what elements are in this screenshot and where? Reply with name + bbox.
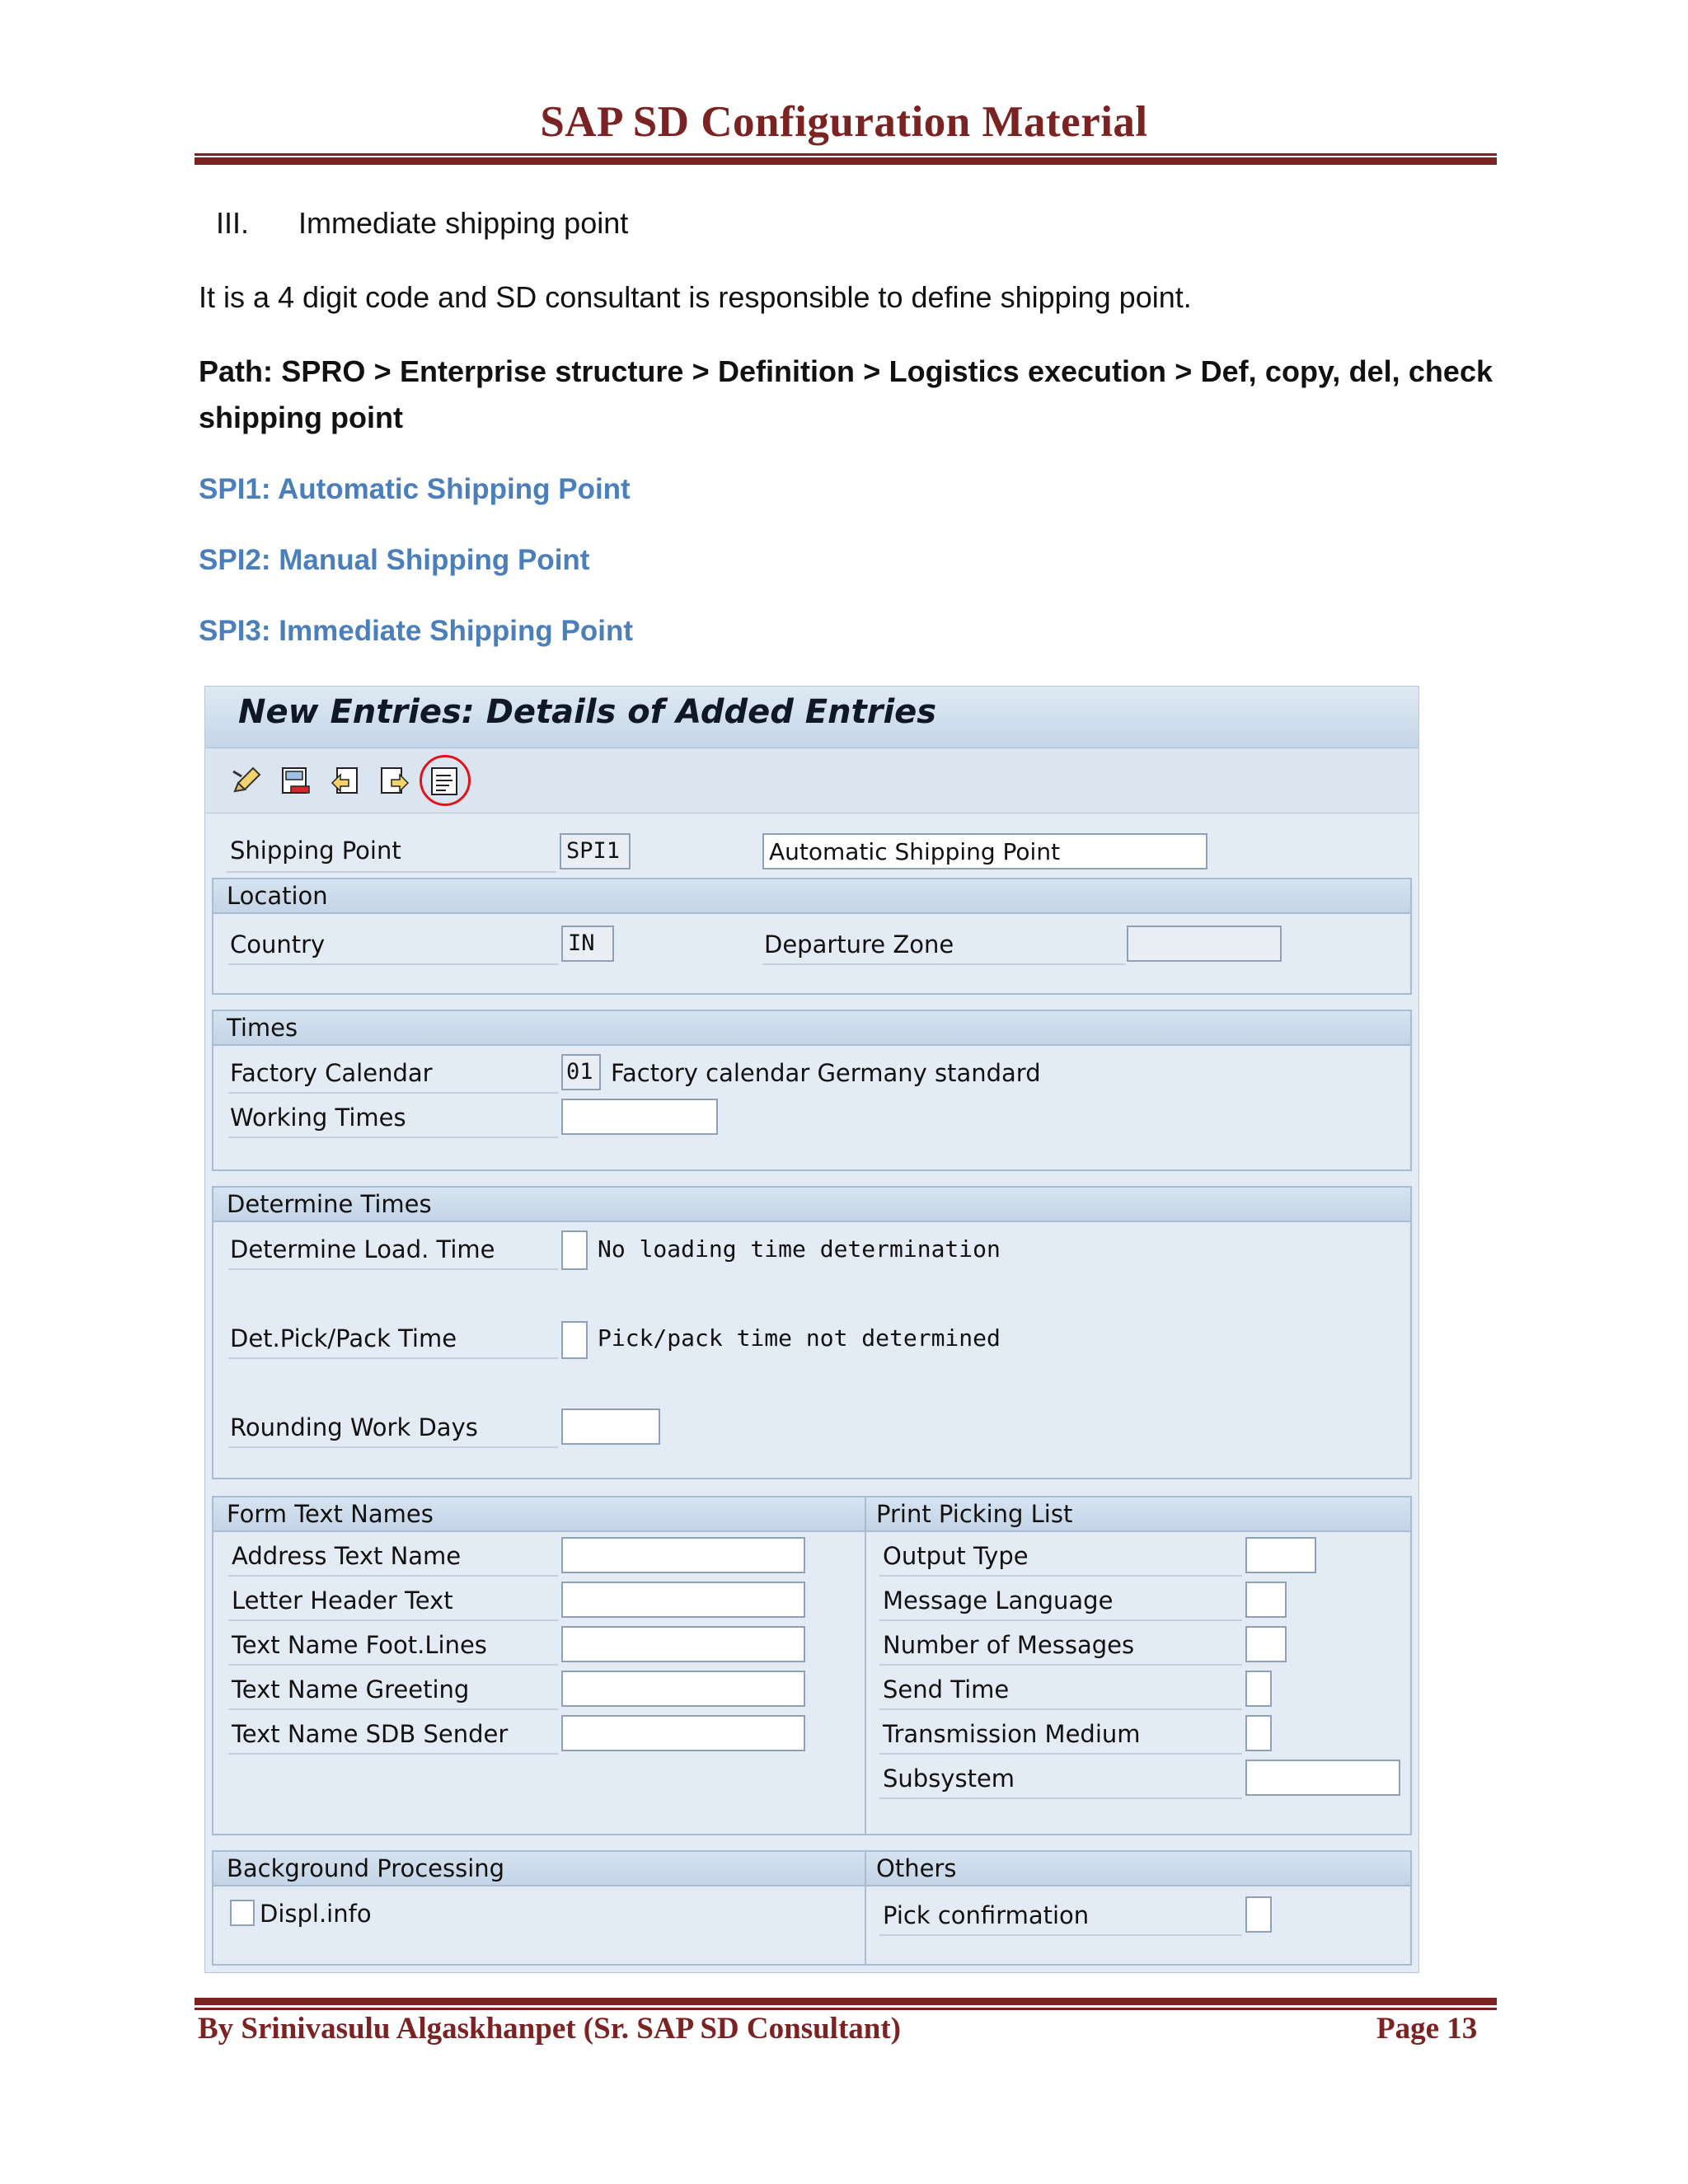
address-text-underline [228,1575,558,1577]
times-group-header [213,1011,1410,1046]
text-name-foot-lines-input[interactable] [561,1626,805,1662]
shipping-point-label: Shipping Point [230,837,401,865]
section-title: Immediate shipping point [298,206,629,240]
message-language-input[interactable] [1245,1582,1287,1618]
sap-title-bar [205,687,1418,748]
factory-calendar-label: Factory Calendar [230,1059,433,1087]
departure-zone-input[interactable] [1127,926,1282,962]
background-others-group-header [213,1852,1410,1886]
det-pick-pack-time-input[interactable] [561,1321,588,1359]
rounding-underline [228,1446,558,1448]
load-time-description: No loading time determination [598,1235,1001,1263]
group-divider [865,1497,866,1834]
group-divider-2 [865,1852,866,1964]
edit-icon[interactable] [230,765,263,798]
example-spi2: SPI2: Manual Shipping Point [199,544,590,576]
rounding-work-days-label: Rounding Work Days [230,1413,478,1441]
subsystem-underline [879,1797,1242,1799]
det-pick-pack-time-label: Det.Pick/Pack Time [230,1324,457,1352]
load-time-underline [228,1268,558,1270]
highlight-circle [420,755,471,806]
transmission-medium-underline [879,1753,1242,1755]
factory-calendar-description: Factory calendar Germany standard [611,1059,1041,1087]
footer-rule-thin [195,2008,1497,2010]
background-processing-header: Background Processing [227,1854,505,1882]
working-times-label: Working Times [230,1104,406,1132]
text-name-sdb-sender-input[interactable] [561,1715,805,1751]
number-of-messages-underline [879,1664,1242,1666]
foot-lines-underline [228,1664,558,1666]
footer-page-number: Page 13 [1376,2012,1478,2046]
description-paragraph: It is a 4 digit code and SD consultant is responsible to define shipping point. [199,280,1192,314]
header-rule-thin [195,153,1497,156]
background-others-group [212,1850,1412,1966]
example-spi1: SPI1: Automatic Shipping Point [199,473,631,505]
save-delete-icon[interactable] [279,765,312,798]
determine-load-time-label: Determine Load. Time [230,1235,495,1263]
sap-toolbar [205,748,1418,813]
address-text-name-input[interactable] [561,1537,805,1573]
pick-confirmation-input[interactable] [1245,1896,1272,1933]
others-header: Others [876,1854,957,1882]
greeting-underline [228,1708,558,1710]
sap-screen [204,686,1419,1973]
departure-zone-label: Departure Zone [764,930,954,958]
text-name-greeting-label: Text Name Greeting [232,1675,470,1704]
next-entry-icon[interactable] [378,765,411,798]
shipping-point-description-input[interactable]: Automatic Shipping Point [762,833,1207,869]
shipping-point-input[interactable]: SPI1 [560,833,631,869]
sap-window-title: New Entries: Details of Added Entries [238,693,937,731]
letter-header-underline [228,1619,558,1621]
location-group [212,878,1412,995]
pick-pack-underline [228,1357,558,1359]
text-name-greeting-input[interactable] [561,1671,805,1707]
factory-calendar-input[interactable]: 01 [561,1054,601,1090]
form-text-names-header: Form Text Names [227,1500,434,1528]
previous-entry-icon[interactable] [329,765,362,798]
times-group [212,1010,1412,1171]
number-of-messages-input[interactable] [1245,1626,1287,1662]
print-picking-list-header: Print Picking List [876,1500,1073,1528]
document-title: SAP SD Configuration Material [540,98,1148,146]
rounding-work-days-input[interactable] [561,1408,660,1445]
working-times-underline [228,1137,558,1138]
shipping-point-underline [227,871,556,873]
displ-info-label: Displ.info [260,1900,372,1928]
subsystem-input[interactable] [1245,1760,1400,1796]
departure-zone-underline [762,963,1125,965]
pick-pack-description: Pick/pack time not determined [598,1324,1001,1352]
sdb-sender-underline [228,1753,558,1755]
country-underline [228,963,558,965]
send-time-input[interactable] [1245,1671,1272,1707]
header-rule-thick [195,157,1497,165]
factory-calendar-underline [228,1092,558,1094]
path-line-2: shipping point [199,401,403,434]
determine-load-time-input[interactable] [561,1230,588,1270]
send-time-underline [879,1708,1242,1710]
example-spi3: SPI3: Immediate Shipping Point [199,615,633,647]
text-name-foot-lines-label: Text Name Foot.Lines [232,1631,487,1659]
text-name-sdb-sender-label: Text Name SDB Sender [232,1720,509,1748]
section-number: III. [216,206,250,240]
footer-rule-thick [195,1998,1497,2005]
address-text-name-label: Address Text Name [232,1542,462,1570]
pick-confirmation-label: Pick confirmation [883,1901,1090,1929]
subsystem-label: Subsystem [883,1765,1015,1793]
pick-confirmation-underline [879,1934,1242,1936]
message-language-underline [879,1619,1242,1621]
times-header: Times [227,1014,298,1042]
country-input[interactable]: IN [561,926,614,962]
forms-print-group [212,1496,1412,1835]
letter-header-text-input[interactable] [561,1582,805,1618]
location-group-header [213,879,1410,914]
location-header: Location [227,882,328,910]
output-type-underline [879,1575,1242,1577]
send-time-label: Send Time [883,1675,1010,1704]
path-line-1: Path: SPRO > Enterprise structure > Definition > Logistics execution > Def, copy, del, check [199,354,1493,388]
number-of-messages-label: Number of Messages [883,1631,1135,1659]
displ-info-checkbox[interactable] [230,1900,255,1926]
determine-times-group-header [213,1188,1410,1222]
letter-header-text-label: Letter Header Text [232,1586,453,1615]
working-times-input[interactable] [561,1099,718,1135]
output-type-label: Output Type [883,1542,1029,1570]
forms-print-group-header [213,1497,1410,1532]
determine-times-group [212,1186,1412,1479]
transmission-medium-input[interactable] [1245,1715,1272,1751]
output-type-input[interactable] [1245,1537,1316,1573]
determine-times-header: Determine Times [227,1190,432,1218]
country-label: Country [230,930,326,958]
transmission-medium-label: Transmission Medium [883,1720,1141,1748]
message-language-label: Message Language [883,1586,1114,1615]
footer-author: By Srinivasulu Algaskhanpet (Sr. SAP SD Consultant) [198,2012,901,2046]
